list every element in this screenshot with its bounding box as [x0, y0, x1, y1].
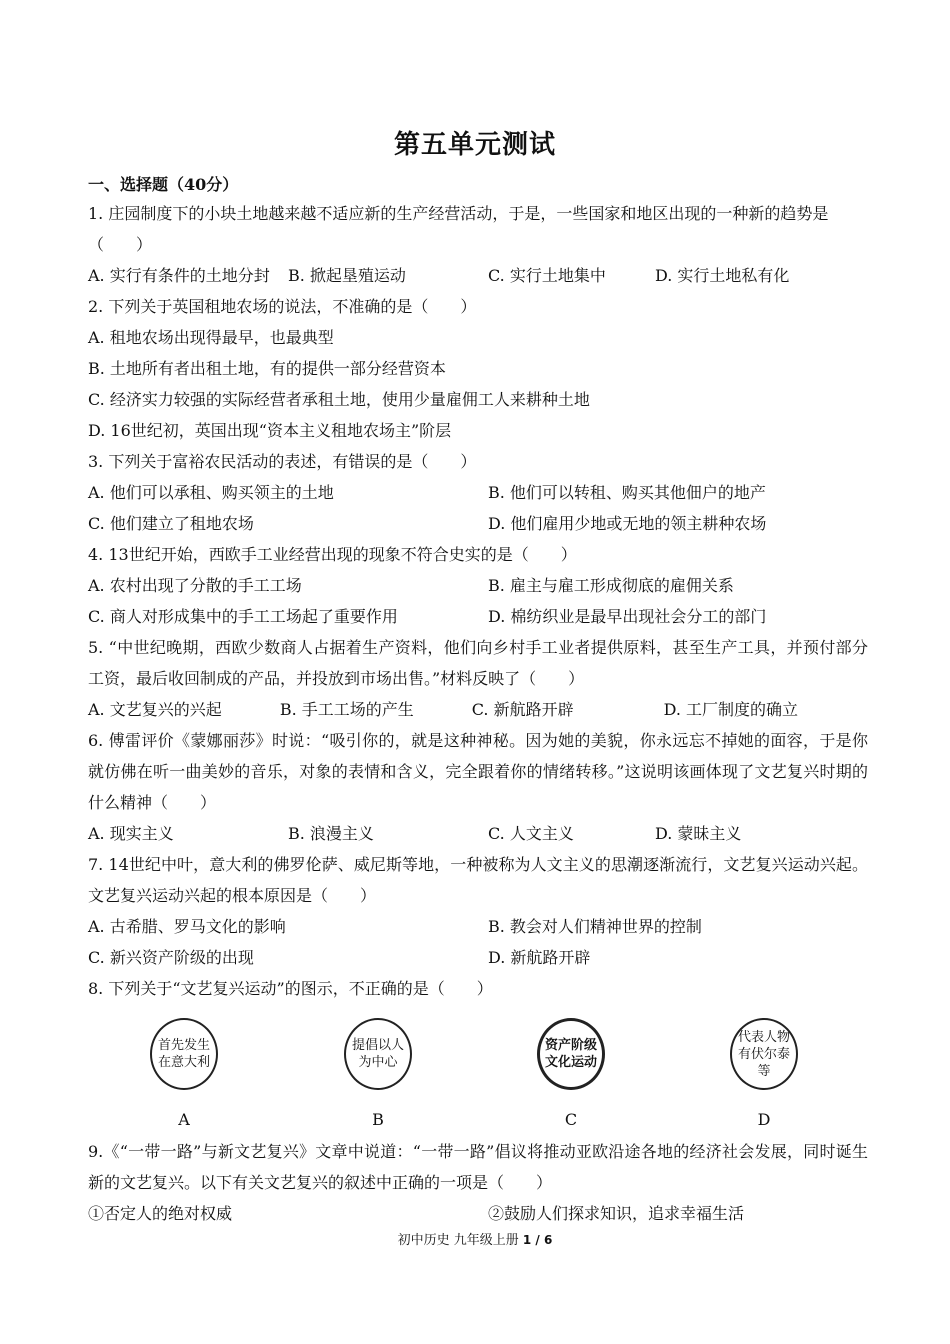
question-4-options-cd: [88, 601, 868, 632]
option-b: B. 浪漫主义: [288, 824, 374, 843]
option-c: C. 新兴资产阶级的出现: [88, 948, 254, 967]
option-b: B. 他们可以转租、购买其他佃户的地产: [488, 483, 766, 502]
option-d: D. 棉纺织业是最早出现社会分工的部门: [488, 607, 767, 626]
question-3-options-cd: [88, 508, 868, 539]
option-d: D. 蒙昧主义: [655, 824, 742, 843]
option-c: C. 实行土地集中: [488, 266, 606, 285]
option-c: C. 商人对形成集中的手工工场起了重要作用: [88, 607, 398, 626]
figure-label-a: A: [178, 1110, 190, 1129]
section-heading: 一、选择题（40分）: [88, 175, 239, 194]
question-5-options: [88, 694, 868, 725]
question-3-stem: 3. 下列关于富裕农民活动的表述，有错误的是（ ）: [88, 452, 477, 471]
figure-label-d: D: [757, 1110, 771, 1129]
question-2-stem: 2. 下列关于英国租地农场的说法，不准确的是（ ）: [88, 297, 477, 316]
questions-lower: [88, 1136, 868, 1229]
question-1-stem: 1. 庄园制度下的小块土地越来越不适应新的生产经营活动，于是，一些国家和地区出现的一种新的趋势是: [88, 204, 829, 223]
option-b: B. 掀起垦殖运动: [288, 266, 406, 285]
question-8-figures: [0, 1014, 950, 1134]
statement-1: ①否定人的绝对权威: [88, 1204, 233, 1223]
question-8-stem: 8. 下列关于“文艺复兴运动”的图示，不正确的是（ ）: [88, 979, 493, 998]
option-b: B. 手工工场的产生: [279, 700, 414, 719]
option-a: A. 他们可以承租、购买领主的土地: [88, 483, 334, 502]
option-a: A. 文艺复兴的兴起: [88, 700, 222, 719]
option-d: D. 实行土地私有化: [655, 266, 790, 285]
question-1-paren: （ ）: [88, 235, 153, 254]
page-title: 第五单元测试: [393, 130, 556, 160]
question-7-options-ab: [88, 911, 868, 942]
option-a: A. 农村出现了分散的手工工场: [88, 576, 302, 595]
option-c: C. 经济实力较强的实际经营者承租土地，使用少量雇佣工人来耕种土地: [88, 390, 590, 409]
option-a: A. 现实主义: [88, 824, 174, 843]
option-c: C. 人文主义: [488, 824, 574, 843]
footer-text: 初中历史 九年级上册: [397, 1233, 523, 1248]
question-6-stem: 6. 傅雷评价《蒙娜丽莎》时说：“吸引你的，就是这种神秘。因为她的美貌，你永远忘不掉她的面容，于是你就仿佛在听一曲美妙的音乐，对象的表情和含义，完全跟着你的情绪转移。”这说明该画体现了文艺复兴时期的什么精神（ ）: [88, 731, 868, 812]
page-number: 1 / 6: [522, 1233, 553, 1247]
figure-circle-a: 首先发生在意大利: [150, 1018, 218, 1090]
option-a: A. 实行有条件的土地分封: [88, 266, 270, 285]
option-b: B. 雇主与雇工形成彻底的雇佣关系: [488, 576, 734, 595]
question-7-options-cd: [88, 942, 868, 973]
page-footer: [0, 1229, 950, 1248]
option-d: D. 新航路开辟: [488, 948, 591, 967]
option-b: B. 教会对人们精神世界的控制: [488, 917, 702, 936]
question-7-stem: 7. 14世纪中叶，意大利的佛罗伦萨、威尼斯等地，一种被称为人文主义的思潮逐渐流行，文艺复兴运动兴起。文艺复兴运动兴起的根本原因是（ ）: [88, 855, 868, 905]
question-6-options: [88, 818, 868, 849]
figure-circle-b: 提倡以人为中心: [344, 1018, 412, 1090]
option-c: C. 新航路开辟: [471, 700, 574, 719]
figure-circle-c: 资产阶级文化运动: [537, 1018, 605, 1090]
questions-upper: [88, 198, 868, 1004]
option-d: D. 16世纪初，英国出现“资本主义租地农场主”阶层: [88, 421, 452, 440]
figure-circle-d: 代表人物有伏尔泰等: [730, 1018, 798, 1090]
question-9-stem: 9.《“一带一路”与新文艺复兴》文章中说道：“一带一路”倡议将推动亚欧沿途各地的经济社会发展，同时诞生新的文艺复兴。以下有关文艺复兴的叙述中正确的一项是（ ）: [88, 1142, 868, 1192]
question-4-stem: 4. 13世纪开始，西欧手工业经营出现的现象不符合史实的是（ ）: [88, 545, 577, 564]
statement-2: ②鼓励人们探求知识，追求幸福生活: [488, 1204, 745, 1223]
option-a: A. 租地农场出现得最早，也最典型: [88, 328, 334, 347]
option-a: A. 古希腊、罗马文化的影响: [88, 917, 286, 936]
figure-label-b: B: [372, 1110, 384, 1129]
option-d: D. 工厂制度的确立: [663, 700, 799, 719]
question-9-statements: [88, 1198, 868, 1229]
figure-label-c: C: [564, 1110, 578, 1129]
option-b: B. 土地所有者出租土地，有的提供一部分经营资本: [88, 359, 446, 378]
option-c: C. 他们建立了租地农场: [88, 514, 254, 533]
question-1-options: [88, 260, 868, 291]
option-d: D. 他们雇用少地或无地的领主耕种农场: [488, 514, 767, 533]
question-3-options-ab: [88, 477, 868, 508]
question-5-stem: 5. “中世纪晚期，西欧少数商人占据着生产资料，他们向乡村手工业者提供原料，甚至生产工具，并预付部分工资，最后收回制成的产品，并投放到市场出售。”材料反映了（ ）: [88, 638, 868, 688]
question-4-options-ab: [88, 570, 868, 601]
